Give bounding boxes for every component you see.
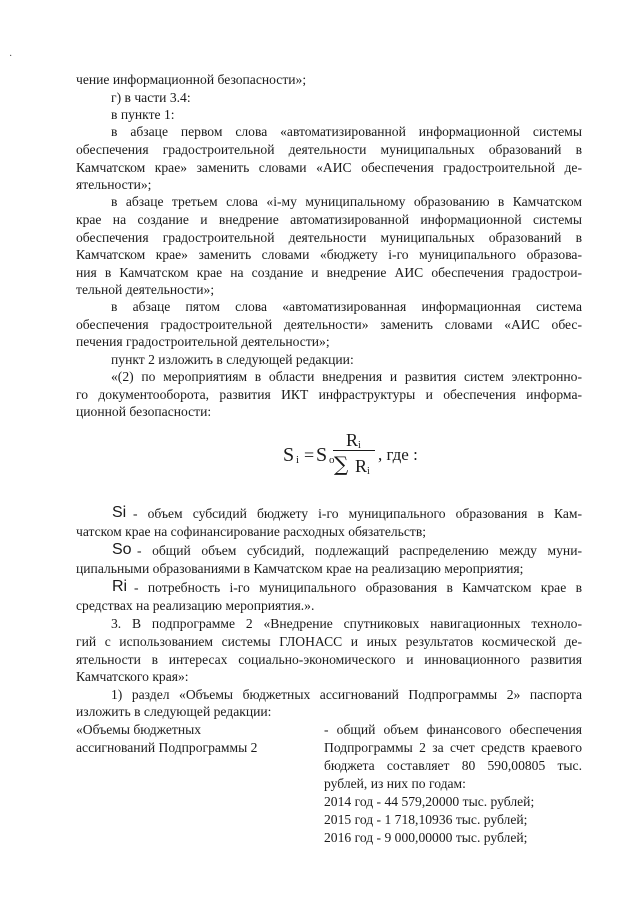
text-line: Камчатском крае» заменить словами «АИС обеспечения градостроительной де- <box>76 160 582 175</box>
text-line: ционной безопасности: <box>76 404 212 419</box>
text-line: ния в Камчатском крае на создание и внедрение АИС обеспечения градострои- <box>76 265 582 280</box>
def-cont-ri: средствах на реализацию мероприятия.». <box>76 598 315 613</box>
text-line: 1) раздел «Объемы бюджетных ассигнований Подпрограммы 2» паспорта <box>111 687 582 702</box>
formula-s: S <box>283 444 295 466</box>
def-text-so: - общий объем субсидий, подлежащий распределению между муни- <box>137 543 582 558</box>
text-line: в абзаце пятом слова «автоматизированная информационная система <box>111 299 582 314</box>
def-symbol-si: Si <box>112 504 127 521</box>
table-right-cell: - общий объем финансового обеспечения <box>324 722 582 737</box>
text-line: печения градостроительной деятельности»; <box>76 334 330 349</box>
text-line: пункт 2 изложить в следующей редакции: <box>111 352 354 367</box>
table-right-cell: 2014 год - 44 579,20000 тыс. рублей; <box>324 794 535 809</box>
text-line: г) в части 3.4: <box>111 90 191 105</box>
table-right-cell: 2015 год - 1 718,10936 тыс. рублей; <box>324 812 528 827</box>
def-cont-so: ципальными образованиями в Камчатском крае на реализацию мероприятия; <box>76 561 524 576</box>
text-line: ятельности в интересах социально-экономического и инновационного развития <box>76 652 582 667</box>
text-line: гий с использованием системы ГЛОНАСС и иных результатов космической де- <box>76 634 582 649</box>
formula-denominator-r: R <box>355 456 368 476</box>
formula-equals: = <box>304 445 315 465</box>
text-line: тельной деятельности»; <box>76 282 215 297</box>
text-line: крае на создание и внедрение автоматизированной информационной системы <box>76 212 582 227</box>
formula-s2: S <box>316 444 328 466</box>
text-line: го документооборота, развития ИКТ инфраструктуры и обеспечения информа- <box>76 387 582 402</box>
text-line: «(2) по мероприятиям в области внедрения и развития систем электронно- <box>111 369 582 384</box>
fraction-bar <box>333 450 375 451</box>
table-right-cell: Подпрограммы 2 за счет средств краевого <box>324 740 582 755</box>
text-line: в абзаце первом слова «автоматизированной информационной системы <box>111 124 582 139</box>
formula-sigma: ∑ <box>334 452 349 476</box>
table-right-cell: рублей, из них по годам: <box>324 776 466 791</box>
text-line: Камчатском крае» заменить словами «бюджету i-го муниципального образова- <box>76 247 582 262</box>
def-text-si: - объем субсидий бюджету i-го муниципального образования в Кам- <box>133 506 582 521</box>
def-symbol-ri: Ri <box>112 578 128 595</box>
text-line: обеспечения градостроительной деятельности муниципальных образований в <box>76 230 582 245</box>
formula-tail: , где : <box>378 445 418 464</box>
formula-sub-o: o <box>329 454 335 466</box>
text-line: в абзаце третьем слова «i-му муниципальному образованию в Камчатском <box>111 194 582 209</box>
text-line: ятельности»; <box>76 177 152 192</box>
text-line: чение информационной безопасности»; <box>76 72 307 87</box>
formula-sub-i: i <box>296 454 300 466</box>
text-line: обеспечения градостроительной деятельности муниципальных образований в <box>76 142 582 157</box>
table-right-cell: бюджета составляет 80 590,00805 тыс. <box>324 758 582 773</box>
def-text-ri: - потребность i-го муниципального образования в Камчатском крае в <box>134 580 582 595</box>
table-right-cell: 2016 год - 9 000,00000 тыс. рублей; <box>324 830 528 845</box>
text-line: обеспечения градостроительной деятельности» заменить словами «АИС обес- <box>76 317 582 332</box>
scan-mark: · <box>9 51 13 62</box>
formula-numerator-i: i <box>358 440 361 451</box>
text-line: Камчатского края»: <box>76 669 189 684</box>
table-left-cell: «Объемы бюджетных <box>76 722 202 737</box>
formula-denominator-i: i <box>367 466 370 477</box>
text-line: в пункте 1: <box>111 107 175 122</box>
text-line: 3. В подпрограмме 2 «Внедрение спутниковых навигационных техноло- <box>111 616 582 631</box>
table-left-cell: ассигнований Подпрограммы 2 <box>76 740 258 755</box>
text-line: изложить в следующей редакции: <box>76 704 272 719</box>
formula-numerator-r: R <box>346 430 359 450</box>
def-cont-si: чатском крае на софинансирование расходных обязательств; <box>76 524 427 539</box>
def-symbol-so: So <box>112 541 132 558</box>
